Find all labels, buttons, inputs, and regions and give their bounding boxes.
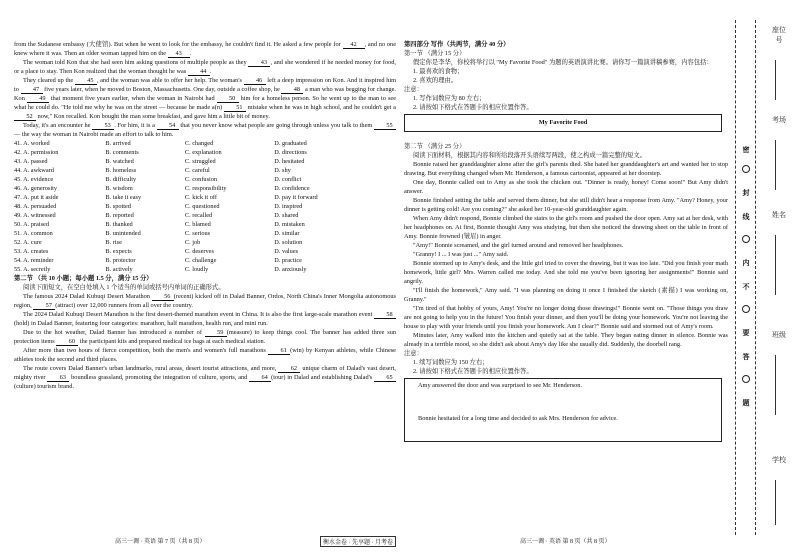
text-segment: boundless grassland, promoting the integration of culture, sports, and	[69, 374, 250, 381]
section2-note-2: 2. 请按如下格式在答题卡的相应位置作答。	[413, 368, 533, 375]
option-cell: 47. A. put it aside	[14, 194, 59, 201]
text-segment: from the Sudanese embassy (大使馆). But when he went to look for the embassy, he couldn't find it. He asked a few people for	[14, 41, 343, 48]
seal-char-6: 要	[742, 329, 750, 337]
section1-heading: 第一节 （满分 15 分）	[404, 50, 466, 57]
option-cell: B. wisdom	[105, 185, 133, 192]
option-cell: C. loudly	[184, 266, 209, 273]
text-segment: him for a homeless person. So he went up to the man to see what he could do. "He told me why he was on the street — because he made a(n)	[14, 95, 396, 111]
text-segment: a man who was begging for change. Kon	[14, 86, 397, 102]
story-paragraph: When Amy didn't respond, Bonnie climbed the stairs to the girl's room and pushed the door open. Amy sat at her desk, with her headphones on. At first, Bonnie thought Amy was studying, but then she noticed the drawing sheet on the table in front of Amy. Bonnie frowned (皱眉) in anger.	[404, 215, 728, 240]
text-segment: .	[209, 68, 212, 75]
seal-circle	[741, 375, 751, 386]
option-row	[14, 175, 344, 184]
option-cell: 44. A. awkward	[14, 167, 54, 174]
option-cell: 54. A. reminder	[14, 257, 54, 264]
passage-para-1	[14, 40, 396, 58]
option-row	[14, 247, 344, 256]
text-segment: . For him, it is a	[114, 122, 157, 129]
text-segment: (recent) kicked off in Dalad Banner, Ordos, North China's Inner Mongolia autonomous region,	[14, 293, 397, 309]
text-segment: left a deep impression on Kon. And it inspired him to	[14, 77, 397, 93]
section1-item-2: 2. 喜欢的理由。	[413, 77, 458, 84]
text-segment: The 2024 Dalad Kubuqi Desert Marathon is the first desert-themed marathon event in China. It is also the first large-scale marathon event	[23, 311, 374, 318]
option-cell: D. hesitated	[274, 158, 305, 165]
option-cell: B. expects	[105, 248, 132, 255]
option-cell: D. confidence	[274, 185, 310, 192]
field-line	[775, 235, 776, 295]
blank-46: 46	[244, 77, 266, 85]
text-segment: (tour) in Dalad and establishing Dalad's	[271, 374, 374, 381]
story-paragraph: "I'll finish the homework," Amy said. "I was planning on doing it once I finished the sketch (素描) I was working on, Granny."	[404, 287, 728, 303]
blank-64: 64	[249, 374, 271, 382]
option-row	[14, 229, 344, 238]
story-paragraph: "Amy!" Bonnie screamed, and the girl turned around and removed her headphones.	[413, 242, 624, 249]
text-segment: (measure) to keep things cool. The banner has added three sun protection items	[14, 329, 396, 345]
blank-52: 52	[14, 113, 36, 121]
text-segment: They cleared up the	[23, 77, 75, 84]
section2-heading: 第二节 （共 10 小题；每小题 1.5 分，满分 15 分）	[14, 275, 153, 282]
essay-title-box: My Favorite Food	[404, 114, 722, 132]
text-segment: The route covers Dalad Banner's urban landmarks, rural areas, desert tourist attractions, and more,	[23, 365, 279, 372]
note-label: 注意：	[404, 86, 423, 93]
blank-58: 58	[374, 311, 396, 319]
story-paragraph: Bonnie raised her granddaughter alone after the girl's parents died. She hated her granddaughter's art and wanted her to stop drawing. But everything changed when Mr. Henderson, a famous cartoonist, appeared at her doorstep.	[404, 161, 728, 177]
text-segment: that moment five years earlier, when the woman in Nairobi had	[48, 95, 217, 102]
text-segment: The woman told Kon that she had seen him asking questions of multiple people as they	[23, 59, 249, 66]
option-cell: B. watched	[105, 158, 134, 165]
blank-49: 49	[27, 95, 49, 103]
option-row	[14, 202, 344, 211]
option-cell: D. solution	[274, 239, 303, 246]
option-row	[14, 166, 344, 175]
option-cell: D. anxiously	[274, 266, 307, 273]
blank-51: 51	[224, 104, 246, 112]
blank-61: 61	[268, 347, 290, 355]
option-cell: C. job	[184, 239, 201, 246]
continuation-box	[404, 378, 722, 442]
seal-char-1: 密	[742, 146, 750, 154]
blank-63: 63	[47, 374, 69, 382]
seal-circle	[741, 235, 751, 246]
text-segment: now," Kon recalled. Kon bought the man some breakfast, and gave him a little bit of money.	[36, 113, 270, 120]
option-cell: B. arrived	[105, 140, 131, 147]
blank-45: 45	[75, 77, 97, 85]
option-cell: D. mistaken	[274, 221, 305, 228]
option-cell: B. unintended	[105, 230, 141, 237]
grammar-para-1	[14, 292, 396, 310]
option-cell: D. conflict	[274, 176, 302, 183]
field-line	[775, 480, 776, 525]
option-cell: 42. A. permission	[14, 149, 59, 156]
text-segment: The famous 2024 Dalad Kubuqi Desert Marathon	[23, 293, 152, 300]
option-cell: D. practice	[274, 257, 302, 264]
option-cell: 52. A. cure	[14, 239, 42, 246]
option-cell: 43. A. passed	[14, 158, 48, 165]
option-cell: B. homeless	[105, 167, 137, 174]
option-cell: B. thanked	[105, 221, 133, 228]
blank-54: 54	[157, 122, 179, 130]
field-class: 班级	[772, 331, 786, 339]
option-cell: B. reported	[105, 212, 134, 219]
seal-char-2: 封	[742, 189, 750, 197]
option-row	[14, 211, 344, 220]
text-segment: that you never know what people are going through unless you talk to them	[178, 122, 374, 129]
field-exam-room: 考场	[772, 116, 786, 124]
option-cell: D. graduated	[274, 140, 307, 147]
blank-55: 55	[374, 122, 396, 130]
option-cell: 53. A. creates	[14, 248, 49, 255]
text-segment: mistake when he was in high school, and he couldn't get a	[245, 104, 396, 111]
option-cell: C. changed	[184, 140, 214, 147]
section1-note-2: 2. 请按如下格式在答题卡的相应位置作答。	[413, 104, 533, 111]
option-cell: D. shared	[274, 212, 299, 219]
text-segment: , and no one knew where it was. Then an older woman tapped him on the	[14, 41, 396, 57]
option-cell: 51. A. common	[14, 230, 53, 237]
options-table	[14, 139, 344, 274]
seal-char-5: 不	[742, 283, 750, 291]
option-row	[14, 238, 344, 247]
note-label-2: 注意：	[404, 350, 423, 357]
field-line	[775, 60, 776, 100]
option-row	[14, 139, 344, 148]
story-text	[404, 160, 728, 349]
option-cell: D. inspired	[274, 203, 303, 210]
passage-para-2	[14, 58, 396, 76]
option-cell: 49. A. witnessed	[14, 212, 56, 219]
story-paragraph: One day, Bonnie called out to Amy as she took the chicken out. "Dinner is ready, honey! Come soon!" But Amy didn't answer.	[404, 179, 728, 195]
section2-instruction: 阅读下面短文，在空白处填入 1 个适当的单词或括号内单词的正确形式。	[23, 284, 225, 291]
blank-53: 53	[92, 122, 114, 130]
option-cell: D. shy	[274, 167, 291, 174]
section1-prompt: 假定你是李华，你校将举行以 "My Favorite Food" 为题的英语演讲比赛。请你写一篇演讲稿参赛，内容包括：	[413, 59, 713, 66]
option-row	[14, 256, 344, 265]
page-7-footer: 高三一调 · 英语 第 7 页（共 8 页）	[115, 539, 206, 545]
publisher-footer: 衡水金卷 · 先享题 · 月考卷	[320, 536, 396, 547]
binding-dash-line	[735, 20, 736, 535]
seal-circle	[741, 305, 751, 316]
option-cell: B. difficulty	[105, 176, 137, 183]
grammar-para-2	[14, 310, 396, 328]
option-cell: D. pay it forward	[274, 194, 318, 201]
option-cell: 46. A. generosity	[14, 185, 58, 192]
field-name: 姓名	[772, 211, 786, 219]
option-cell: C. challenge	[184, 257, 217, 264]
option-cell: B. rise	[105, 239, 122, 246]
grammar-para-4	[14, 346, 396, 364]
blank-65: 65	[374, 374, 396, 382]
option-cell: C. kick it off	[184, 194, 217, 201]
text-segment: (hold) in Dalad Banner, featuring four categories: marathon, half marathon, health run, and mini run.	[14, 320, 268, 327]
text-segment: , and the woman was able to offer her help. The woman's	[96, 77, 244, 84]
option-cell: D. similar	[274, 230, 300, 237]
blank-57: 57	[33, 302, 55, 310]
blank-59: 59	[205, 329, 227, 337]
blank-56: 56	[152, 293, 174, 301]
right-page	[400, 0, 730, 555]
option-cell: 48. A. persuaded	[14, 203, 57, 210]
field-seat-number: 座位号	[772, 26, 786, 44]
option-cell: D. directions	[274, 149, 307, 156]
left-column	[14, 40, 396, 391]
text-segment: Today, it's an encounter he	[23, 122, 93, 129]
option-cell: B. spotted	[105, 203, 131, 210]
seal-char-3: 线	[742, 213, 750, 221]
blank-62: 62	[278, 365, 300, 373]
blank-48: 48	[281, 86, 303, 94]
continuation-line-2: Bonnie hesitated for a long time and decided to ask Mrs. Henderson for advice.	[418, 415, 618, 422]
option-cell: C. recalled	[184, 212, 213, 219]
option-cell: C. deserves	[184, 248, 214, 255]
section2-note-1: 1. 续写词数应为 150 左右；	[413, 359, 489, 366]
text-segment: Due to the hot weather, Dalad Banner has introduced a number of	[23, 329, 205, 336]
text-segment: After more than two hours of fierce competition, both the men's and women's full marathons	[23, 347, 269, 354]
section1-item-1: 1. 最喜欢的食物；	[413, 68, 464, 75]
field-school: 学校	[772, 456, 786, 464]
option-row	[14, 184, 344, 193]
story-paragraph: "Granny! I ... I was just ..." Amy said.	[413, 251, 509, 258]
page-8-footer: 高三一调 · 英语 第 8 页（共 8 页）	[520, 539, 611, 545]
passage-para-4	[14, 121, 396, 139]
blank-44: 44	[188, 68, 210, 76]
section2-prompt: 阅读下面材料，根据其内容和所给段落开头语续写两段，使之构成一篇完整的短文。	[413, 152, 646, 159]
grammar-para-5	[14, 364, 396, 391]
option-cell: C. explanation	[184, 149, 222, 156]
binding-dash-line-2	[755, 20, 756, 535]
story-paragraph: "I'm tired of that hobby of yours, Amy! You're no longer doing those drawings!" Bonnie went on. "Those things you draw are not going to help you in the future! You finish your dinner, and then you'll be doing your homework. You're not leaving the house to play with your friends until you finish your homework. Am I clear?" Bonnie said and stormed out of Amy's room.	[404, 305, 728, 330]
option-cell: 55. A. secretly	[14, 266, 51, 273]
blank-60: 60	[56, 338, 78, 346]
text-segment: (culture) tourism brand.	[14, 383, 74, 390]
option-cell: B. comments	[105, 149, 139, 156]
option-cell: B. take it easy	[105, 194, 142, 201]
field-line	[775, 140, 776, 190]
text-segment: , and she wondered if he needed money for food, or a place to stay. Then Kon realized that the woman thought he was	[14, 59, 396, 75]
story-paragraph: Minutes later, Amy walked into the kitchen and quietly sat at the table. They began eating dinner in silence. Bonnie was already in a terrible mood, so she didn't ask about Amy's day like she usually did. Suddenly, the doorbell rang.	[404, 332, 728, 348]
text-segment: unique charm of Dalad's vast desert, mighty river	[14, 365, 397, 381]
blank-43: 43	[168, 50, 190, 58]
text-segment: — the way the woman in Nairobi made an effort to talk to him.	[14, 131, 174, 138]
binding-strip	[735, 0, 800, 555]
seal-char-7: 答	[742, 353, 750, 361]
field-line	[775, 355, 776, 415]
seal-char-8: 题	[742, 399, 750, 407]
option-row	[14, 148, 344, 157]
section2-heading: 第二节 （满分 25 分）	[404, 143, 466, 150]
option-cell: 50. A. praised	[14, 221, 49, 228]
option-cell: 45. A. evidence	[14, 176, 54, 183]
part4-heading: 第四部分 写作（共两节，满分 40 分）	[404, 41, 510, 48]
option-cell: B. actively	[105, 266, 133, 273]
option-row	[14, 265, 344, 274]
blank-42: 42	[343, 41, 365, 49]
story-paragraph: Bonnie finished setting the table and served them dinner, but she still didn't hear a response from Amy. "Amy? Honey, your dinner is getting cold! Are you coming?" she asked her 10-year-old granddaughter again.	[404, 197, 728, 213]
option-cell: C. blamed	[184, 221, 211, 228]
text-segment: (attract) over 12,000 runners from all over the country.	[55, 302, 193, 309]
blank-43: 43	[248, 59, 270, 67]
option-row	[14, 193, 344, 202]
seal-circle	[741, 165, 751, 176]
blank-50: 50	[217, 95, 239, 103]
section1-note-1: 1. 写作词数应为 80 左右；	[413, 95, 486, 102]
continuation-line-1: Amy answered the door and was surprised to see Mr. Henderson.	[418, 382, 583, 389]
option-cell: C. responsibility	[184, 185, 227, 192]
option-cell: C. serious	[184, 230, 211, 237]
option-cell: 41. A. worked	[14, 140, 50, 147]
option-cell: B. protector	[105, 257, 136, 264]
option-cell: C. struggled	[184, 158, 216, 165]
seal-char-4: 内	[742, 259, 750, 267]
right-column	[404, 40, 728, 444]
option-cell: C. questioned	[184, 203, 220, 210]
option-row	[14, 157, 344, 166]
text-segment: (win) by Kenyan athletes, while Chinese athletes took the second and third places.	[14, 347, 396, 363]
blank-47: 47	[21, 86, 43, 94]
story-paragraph: Bonnie stormed up to Amy's desk, and the little girl tried to cover the drawing, but it was too late. "Did you finish your math homework, little girl? Mrs. Warren called me today. And she told me you've been ignoring her assignments!" Bonnie said angrily.	[404, 260, 728, 285]
passage-para-3	[14, 76, 396, 121]
grammar-para-3	[14, 328, 396, 346]
text-segment: five years later, when he moved to Boston, Massachusetts. One day, outside a coffee shop, he	[42, 86, 282, 93]
text-segment: the participant kits and prepared medical ice bags at each medical station.	[78, 338, 266, 345]
option-cell: C. confusion	[184, 176, 218, 183]
option-cell: C. careful	[184, 167, 210, 174]
option-row	[14, 220, 344, 229]
option-cell: D. values	[274, 248, 299, 255]
text-segment: .	[189, 50, 192, 57]
